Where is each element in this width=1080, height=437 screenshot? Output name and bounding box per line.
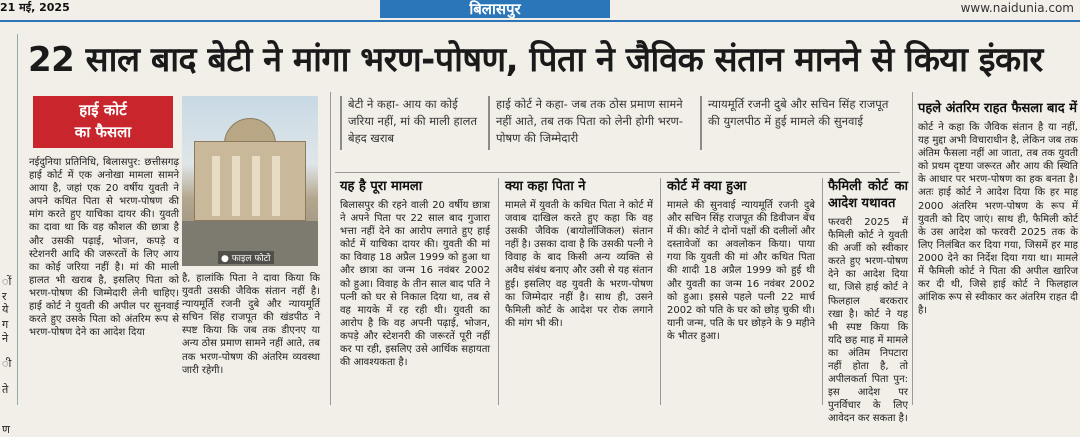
story-box-text: मामले की सुनवाई न्यायमूर्ति रजनी दुबे और सचिन सिंह राजपूत की डिवीजन बेंच में की। कोर्ट ने दोनों पक्षों की दलीलों और दस्तावेजों का अवलोकन किया। पाया गया कि युवती की मां और कथित पिता की शादी 18 अप्रैल 1999 को हुई थी और युवती का जन्म 16 नवंबर 2002 को हुआ। इससे पहले पत्नी 22 मार्च 2002 को पति के घर को छोड़ चुकी थी। यानी जन्म, पति के घर छोड़ने के 9 महीने के भीतर हुआ। [667,200,815,342]
story-box-title: क्या कहा पिता ने [505,179,586,194]
column-divider [660,178,661,405]
edge-fragment: ते [2,383,9,396]
sidebar-box [918,100,1078,317]
photo-credit: ● फाइल फोटो [218,251,274,264]
kicker-box [33,96,173,148]
pull-quote [340,96,480,147]
edge-fragment: ये [2,303,9,316]
article-headline: 22 साल बाद बेटी ने मांगा भरण-पोषण, पिता ने जैविक संतान मानने से किया इंकार [28,40,1043,80]
pull-quote [700,96,900,130]
story-box [505,178,653,330]
story-box [667,178,815,343]
column-divider [822,178,823,405]
story-box-text: फरवरी 2025 में फैमिली कोर्ट ने युवती की अर्जी को स्वीकार करते हुए भरण-पोषण देने का आदेश दिया था, जिसे हाई कोर्ट ने फिलहाल बरकरार रखा है। कोर्ट ने यह भी स्पष्ट किया कि यदि छह माह में मामले का अंतिम निपटारा नहीं होता है, तो अपीलकर्ता पिता पुन: इस आदेश पर पुनर्विचार के लिए आवेदन कर सकता है। [828,217,908,425]
issue-date: 21 मई, 2025 [0,1,70,14]
sidebar-title: पहले अंतरिम राहत फैसला बाद में [918,101,1077,116]
section-banner: बिलासपुर [380,0,610,18]
top-rule [0,20,1080,22]
quote-bar [488,96,490,150]
story-box-title: यह है पूरा मामला [340,179,423,194]
site-url[interactable]: www.naidunia.com [960,1,1074,15]
column-divider [330,92,331,405]
pull-quote [488,96,688,147]
column-divider [498,178,499,405]
pull-quote-text: न्यायमूर्ति रजनी दुबे और सचिन सिंह राजपूत की युगलपीठ में हुई मामले की सुनवाई [708,97,889,128]
court-building-photo [182,96,318,266]
lead-paragraph-continued: है, हालांकि पिता ने दावा किया कि युवती उसकी जैविक संतान नहीं है। न्यायमूर्ति रजनी दुबे और न्यायमूर्ति सचिन सिंह राजपूत की खंडपीठ ने स्पष्ट किया कि जब तक डीएनए या अन्य ठोस प्रमाण सामने नहीं आते, तब तक भरण-पोषण की अंतरिम व्यवस्था जारी रहेगी। [182,273,320,376]
edge-fragment: ों [2,275,12,288]
edge-fragment: ी [2,357,12,370]
column-shape [212,156,220,216]
edge-fragment: र [2,290,7,303]
story-box-title: कोर्ट में क्या हुआ [667,179,747,194]
kicker-line-1: हाई कोर्ट [79,101,127,119]
edge-fragment: ण [2,423,10,436]
pull-quote-text: हाई कोर्ट ने कहा- जब तक ठोस प्रमाण सामने नहीं आते, तब तक पिता को लेनी होगी भरण-पोषण की जिम्मेदारी [496,97,683,145]
story-box-title: फैमिली कोर्ट का आदेश यथावत [828,179,908,211]
story-box [340,178,490,369]
section-rule [335,172,900,173]
quote-bar [340,96,342,150]
column-shape [252,156,260,216]
edge-fragment: ने [2,332,9,345]
story-box-text: मामले में युवती के कथित पिता ने कोर्ट में जवाब दाखिल करते हुए कहा कि वह उसकी जैविक (बायोलॉजिकल) संतान नहीं है। उसका दावा है कि उसकी पत्नी ने विवाह के बाद किसी अन्य व्यक्ति से अवैध संबंध बनाए और उसी से यह संतान हुई। इसलिए वह युवती के भरण-पोषण का जिम्मेदार नहीं है। साथ ही, उसने फैमिली कोर्ट के आदेश पर रोक लगाने की मांग भी की। [505,200,653,329]
kicker-line-2: का फैसला [74,123,132,141]
lead-paragraph: नईदुनिया प्रतिनिधि, बिलासपुर: छत्तीसगढ़ हाई कोर्ट में एक अनोखा मामला सामने आया है, जहां एक 20 वर्षीय युवती ने अपने कथित पिता से भरण-पोषण की मांग करते हुए याचिका दायर की। युवती का दावा था कि वह कौशल की छात्रा है और उसकी पढ़ाई, भोजन, कपड़े व स्टेशनरी आदि की जरूरतों के लिए आय का कोई जरिया नहीं है। मां की माली हालत भी खराब है, इसलिए पिता को भरण-पोषण की जिम्मेदारी लेनी चाहिए। हाई कोर्ट ने युवती की अपील पर सुनवाई करते हुए उसके पिता को अंतरिम रूप से भरण-पोषण देने का आदेश दिया [29,157,179,339]
column-divider [912,92,913,405]
edge-fragment: ग [2,318,9,331]
column-shape [232,156,240,216]
column-shape [272,156,280,216]
sidebar-text: कोर्ट ने कहा कि जैविक संतान है या नहीं, यह मुद्दा अभी विचाराधीन है, लेकिन जब तक अंतिम फैसला नहीं आ जाता, तब तक युवती को प्रथम दृष्टया जरूरत और आय की स्थिति के आधार पर भरण-पोषण का हक बनता है। अतः हाई कोर्ट ने आदेश दिया कि हर माह 2000 अंतरिम भरण-पोषण के रूप में युवती को दिए जाएं। साथ ही, फैमिली कोर्ट के उस आदेश को फरवरी 2025 तक के लिए निलंबित कर दिया गया, जिसमें हर माह 2000 देने का निर्देश दिया गया था। मामले में फैमिली कोर्ट ने पिता की अपील खारिज कर दी थी, जिसे हाई कोर्ट ने फिलहाल आंशिक रूप से स्वीकार कर अंतरिम राहत दी है। [918,122,1078,317]
adjacent-article-edge [0,34,18,436]
quote-bar [700,96,702,150]
story-box [828,178,908,426]
building-shape [194,141,306,221]
story-box-text: बिलासपुर की रहने वाली 20 वर्षीय छात्रा ने अपने पिता पर 22 साल बाद गुजारा भत्ता नहीं देने का आरोप लगाते हुए हाई कोर्ट में याचिका दायर की। युवती की मां का विवाह 18 अप्रैल 1999 को हुआ था और छात्रा का जन्म 16 नवंबर 2002 को हुआ। विवाह के तीन साल बाद पति ने पत्नी को घर से निकाल दिया था, तब से वह मायके में रह रही थी। युवती का आरोप है कि वह अपनी पढ़ाई, भोजन, कपड़े और स्टेशनरी की जरूरतें पूरी नहीं कर पा रही, इसलिए उसे आर्थिक सहायता की आवश्यकता है। [340,200,490,369]
pull-quote-text: बेटी ने कहा- आय का कोई जरिया नहीं, मां की माली हालत बेहद खराब [348,97,477,145]
